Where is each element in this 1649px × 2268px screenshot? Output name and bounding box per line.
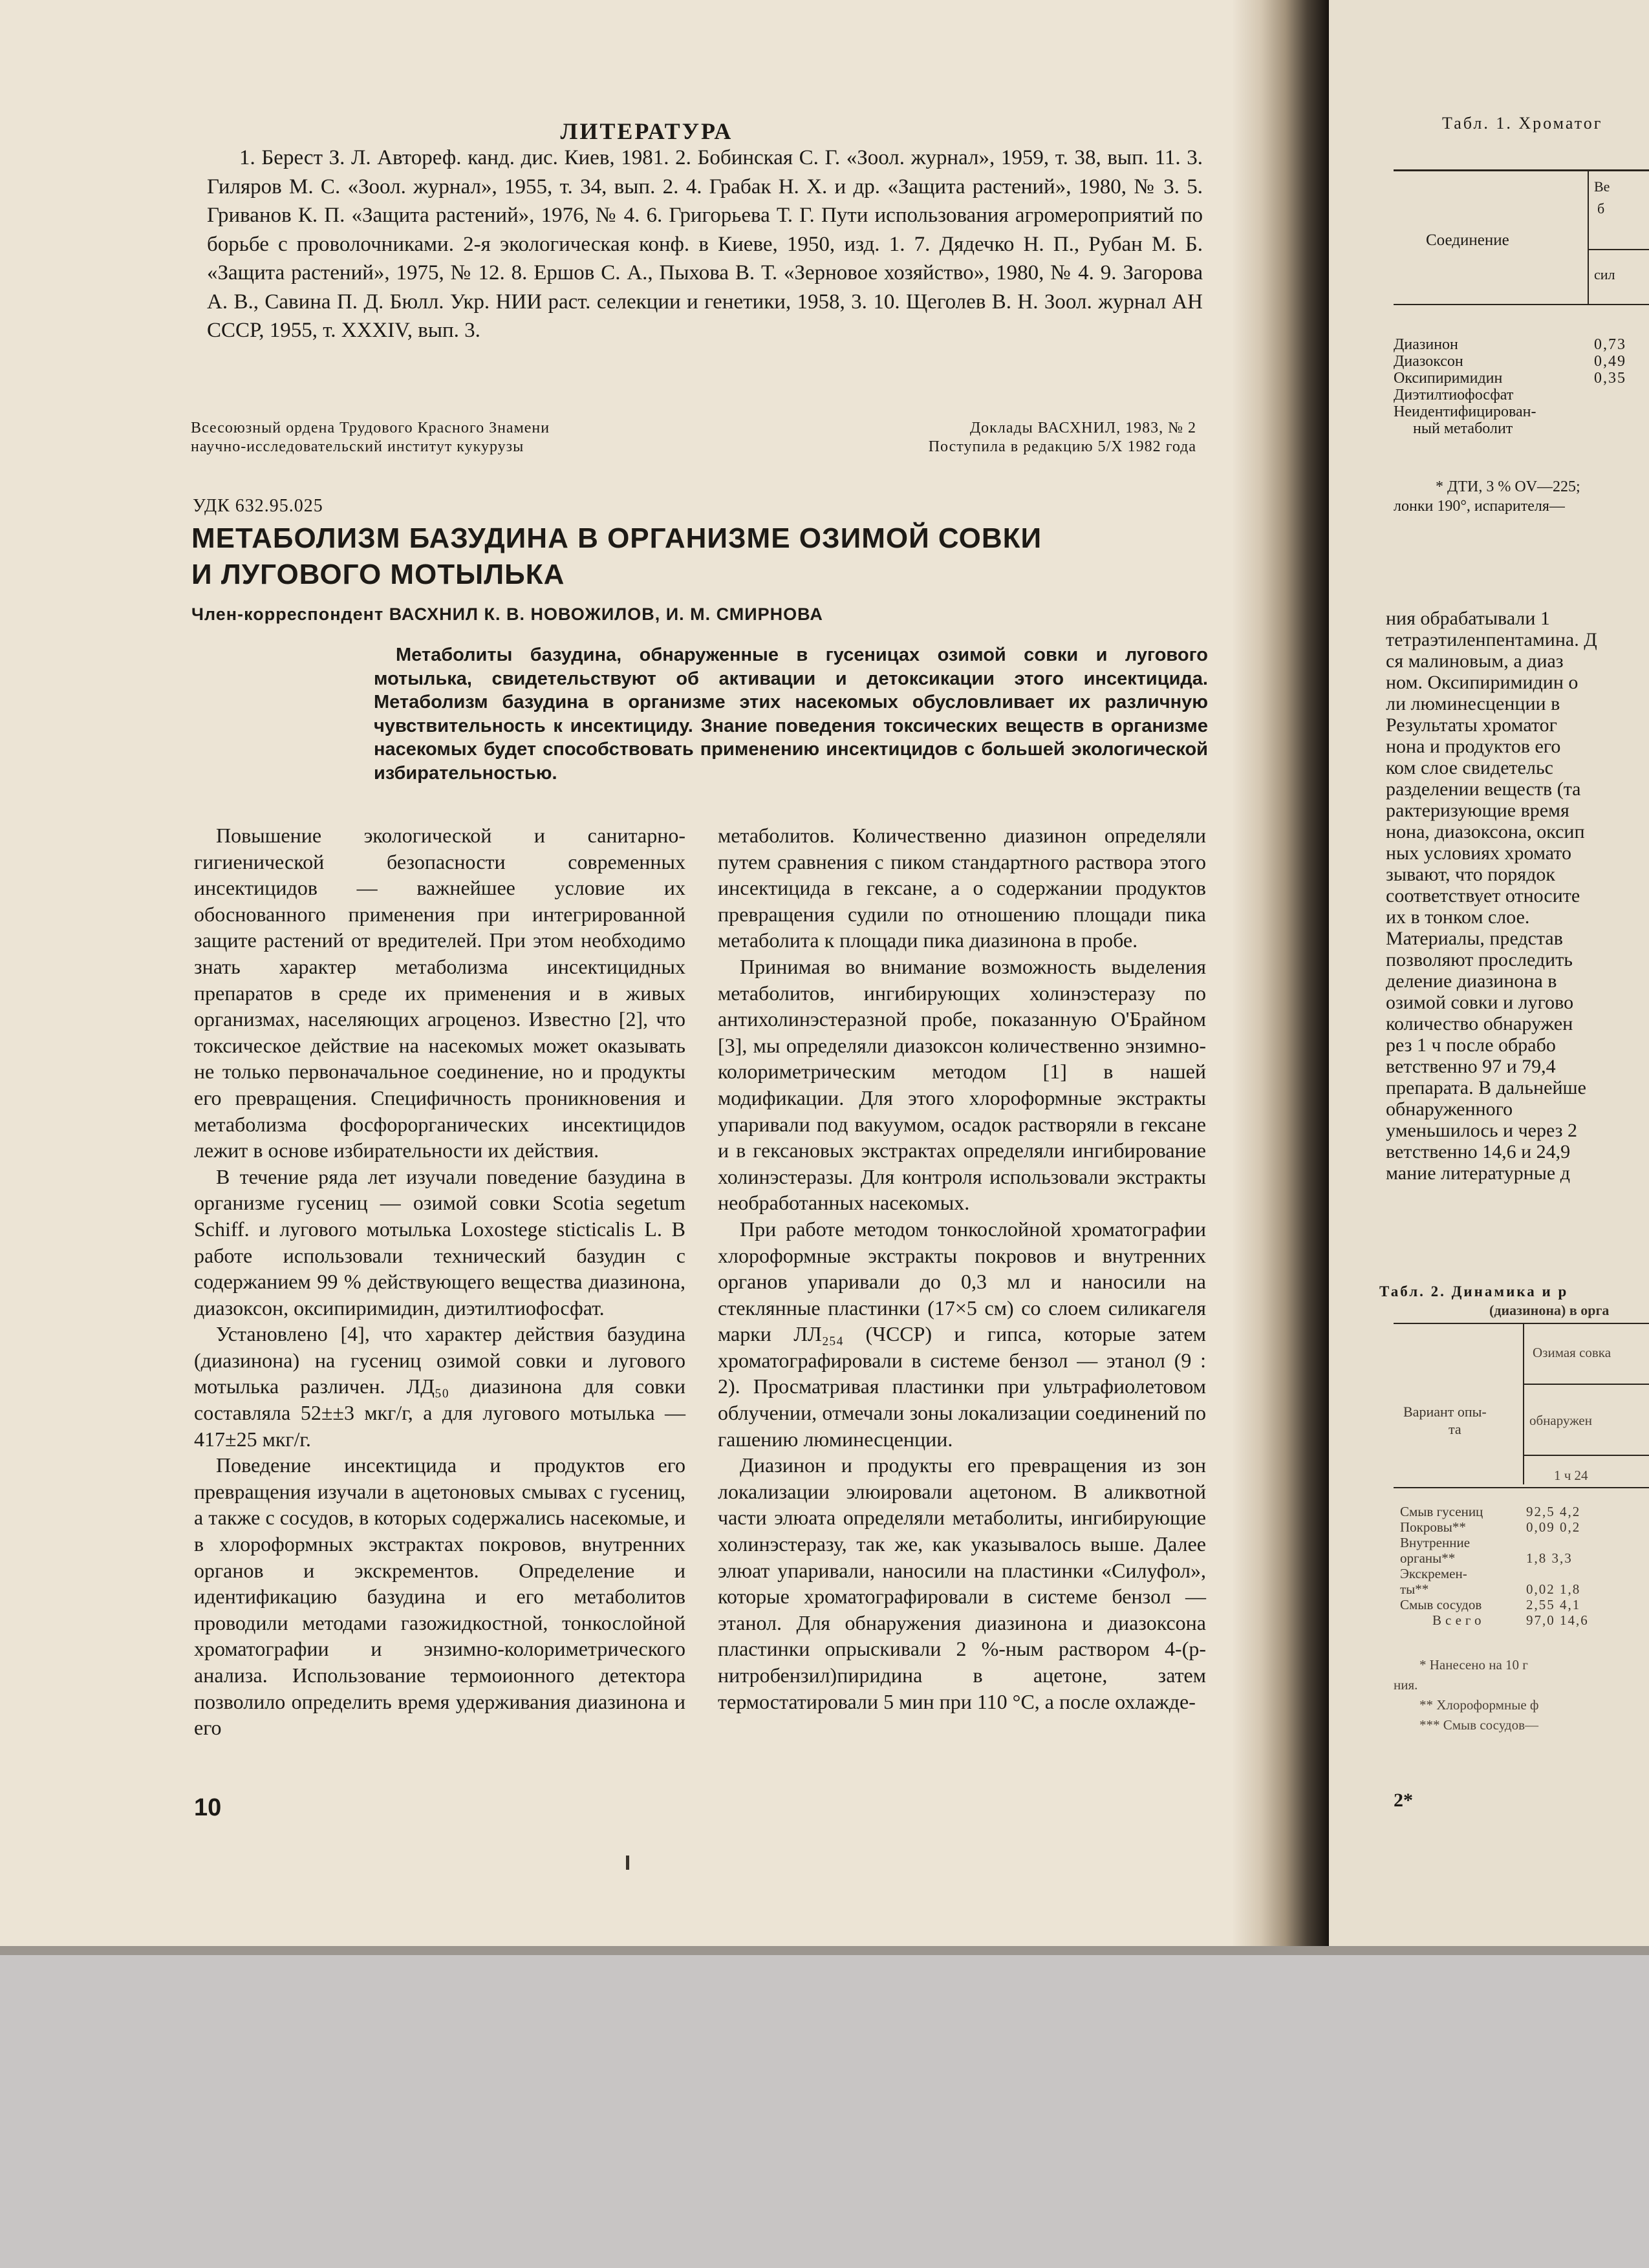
page-bottom-edge — [0, 1946, 1649, 1955]
table1-footnote — [1394, 477, 1580, 516]
table2-header-cell: обнаружен — [1529, 1413, 1592, 1428]
footnote-line: * ДТИ, 3 % OV—225; — [1436, 478, 1580, 495]
table-row-label: органы** — [1400, 1550, 1456, 1566]
table-header-line: та — [1449, 1421, 1461, 1437]
table-cell — [1526, 1566, 1589, 1581]
text-line: рактеризующие время — [1386, 800, 1569, 821]
table-row-label: Покровы** — [1400, 1519, 1466, 1535]
right-page-body — [1386, 608, 1649, 1184]
table2-row-labels — [1400, 1504, 1485, 1628]
table1-caption: Табл. 1. Хроматог — [1442, 114, 1603, 133]
table-divider — [1523, 1323, 1524, 1484]
book-gutter-shadow — [1232, 0, 1329, 1946]
table-row-label: Всего — [1432, 1612, 1485, 1628]
text-line: озимой совки и лугово — [1386, 992, 1574, 1013]
table-cell: 2,55 4,1 — [1526, 1597, 1581, 1612]
table2-header-cell: 1 ч 24 — [1554, 1468, 1588, 1483]
footnote-line: лонки 190°, испарителя— — [1394, 498, 1565, 515]
table-cell: 0,73 — [1594, 336, 1626, 353]
authors-line: Член-корреспондент ВАСХНИЛ К. В. НОВОЖИЛОВ, И. М. СМИРНОВА — [191, 604, 823, 624]
table-cell: 0,09 0,2 — [1526, 1519, 1581, 1535]
scanner-background — [0, 1946, 1649, 2268]
table-cell: 0,35 — [1594, 370, 1626, 387]
table-cell: 92,5 4,2 — [1526, 1504, 1581, 1519]
text-line: Результаты хроматог — [1386, 714, 1557, 736]
text-line: обнаруженного — [1386, 1098, 1513, 1120]
literature-heading: ЛИТЕРАТУРА — [560, 118, 733, 144]
table1-header-cell: сил — [1594, 266, 1615, 283]
table-rule — [1394, 169, 1649, 171]
text-line: ли люминесценции в — [1386, 693, 1560, 714]
article-title — [191, 520, 1161, 593]
title-line: И ЛУГОВОГО МОТЫЛЬКА — [191, 559, 565, 590]
table1-header-cell: Ве — [1594, 178, 1610, 195]
text-line: тетраэтиленпентамина. Д — [1386, 629, 1597, 650]
institute-line: научно-исследовательский институт кукурузы — [191, 438, 524, 455]
print-mark — [626, 1856, 629, 1870]
page-number: 10 — [194, 1794, 222, 1821]
text-line: ветственно 97 и 79,4 — [1386, 1056, 1556, 1077]
right-page — [1310, 0, 1649, 1946]
paragraph: Поведение инсектицида и продуктов его превращения изучали в ацетоновых смывах с гусениц, а также с сосудов, в которых содержались насекомые, и в хлороформных экстрактах покровов, внутренних органов и экскрементов. Определение и идентификацию базудина и его метаболитов проводили методами газожидкостной, тонкослойной хроматографии и энзимно-колориметрического анализа. Использование термоионного детектора позволило определить время удерживания диазинона и его — [194, 1453, 685, 1740]
table-cell — [1526, 1535, 1589, 1550]
text-line: соответствует относите — [1386, 885, 1580, 906]
text-line: их в тонком слое. — [1386, 906, 1530, 928]
table-rule — [1589, 249, 1649, 250]
paragraph: метаболитов. Количественно диазинон определяли путем сравнения с пиком стандартного раствора этого инсектицида в гексане, а о содержании продуктов превращения судили по отношению площади пика метаболита к площади пика диазинона в пробе. — [718, 824, 1206, 952]
text-line: мание литературные д — [1386, 1162, 1571, 1184]
table2-caption-continued: (диазинона) в орга — [1489, 1302, 1610, 1318]
table1-row-labels — [1394, 336, 1536, 437]
table1-header-cell: б — [1597, 200, 1605, 217]
text-line: разделении веществ (та — [1386, 778, 1581, 800]
institute-affiliation — [191, 419, 740, 456]
table2-notes — [1394, 1655, 1539, 1735]
table-divider — [1588, 169, 1589, 305]
footnote-line: ** Хлороформные ф — [1419, 1697, 1539, 1713]
text-line: уменьшилось и через 2 — [1386, 1120, 1578, 1141]
text-line: позволяют проследить — [1386, 949, 1573, 970]
institute-line: Всесоюзный ордена Трудового Красного Знамени — [191, 420, 550, 436]
publication-info — [763, 419, 1196, 456]
paragraph: Повышение экологической и санитарно-гигиенической безопасности современных инсектицидов — важнейшее условие их обоснованного применения при интегрированной защите растений от вредителей. При этом необходимо знать характер метаболизма инсектицидных препаратов в среде их применения и в живых организмах, населяющих агроценоз. Известно [2], что токсическое действие на насекомых может оказывать не только первоначальное соединение, но и продукты его превращения. Специфичность проникновения и метаболизма фосфорорганических инсектицидов лежит в основе избирательности их действия. — [194, 824, 685, 1162]
abstract: Метаболиты базудина, обнаруженные в гусеницах озимой совки и лугового мотылька, свидетельствуют об активации и детоксикации этого инсектицида. Метаболизм базудина в организме этих насекомых обусловливает их различную чувствительность к инсектициду. Знание поведения токсических веществ в организме насекомых будет способствовать применению инсектицидов с большей экологической избирательностью. — [374, 645, 1208, 784]
text-line: ся малиновым, а диаз — [1386, 650, 1564, 672]
table1-column-header: Соединение — [1426, 231, 1509, 249]
received-date: Поступила в редакцию 5/X 1982 года — [928, 438, 1196, 455]
paragraph: Диазинон и продукты его превращения из зон локализации элюировали ацетоном. В аликвотной части элюата определяли метаболиты, ингибирующие холинэстеразу, так же, как указывалось выше. Далее элюат упаривали, наносили на пластинки «Силуфол», которые хроматографировали в системе бензол — этанол. Для обнаружения диазинона и диазоксона пластинки опрыскивали 2 %-ным раствором 4-(р-нитробензил)пиридина в ацетоне, затем термостатировали 5 мин при 110 °С, а после охлажде- — [718, 1453, 1206, 1713]
text-line: препарата. В дальнейше — [1386, 1077, 1586, 1098]
table-rule — [1524, 1384, 1649, 1385]
table2-values — [1526, 1504, 1589, 1628]
table-cell: 97,0 14,6 — [1526, 1612, 1589, 1628]
body-column-left — [194, 822, 685, 1741]
table-row-label: Смыв сосудов — [1400, 1597, 1482, 1612]
footnote-line: ния. — [1394, 1677, 1418, 1693]
text-line: ных условиях хромато — [1386, 842, 1571, 864]
journal-citation: Доклады ВАСХНИЛ, 1983, № 2 — [969, 420, 1196, 436]
table1-values — [1594, 336, 1626, 387]
text-line: зывают, что порядок — [1386, 864, 1555, 885]
footnote-line: * Нанесено на 10 г — [1419, 1657, 1528, 1673]
table-row-label: Диэтилтиофосфат — [1394, 387, 1514, 403]
text-line: ном. Оксипиримидин о — [1386, 672, 1579, 693]
title-line: МЕТАБОЛИЗМ БАЗУДИНА В ОРГАНИЗМЕ ОЗИМОЙ СОВКИ — [191, 522, 1042, 554]
body-column-right — [718, 822, 1206, 1715]
table-rule — [1394, 1487, 1649, 1488]
footnote-line: *** Смыв сосудов— — [1419, 1717, 1538, 1733]
table-cell: 1,8 3,3 — [1526, 1550, 1573, 1566]
text-line: деление диазинона в — [1386, 970, 1557, 992]
table-row-label: ты** — [1400, 1581, 1429, 1597]
table-row-label: Экскремен- — [1400, 1566, 1467, 1581]
text-line: нона и продуктов его — [1386, 736, 1561, 757]
table-row-label: ный метаболит — [1413, 420, 1513, 437]
table-rule — [1394, 304, 1649, 305]
paragraph: Установлено [4], что характер действия базудина (диазинона) на гусениц озимой совки и лугового мотылька различен. ЛД₅₀ диазинона для совки составляла 52±±3 мкг/г, а для лугового мотылька — 417±25 мкг/г. — [194, 1322, 685, 1451]
table-row-label: Смыв гусениц — [1400, 1504, 1483, 1519]
table-header-line: Вариант опы- — [1403, 1404, 1487, 1420]
table2-caption: Табл. 2. Динамика и р — [1379, 1283, 1569, 1300]
text-line: ветственно 14,6 и 24,9 — [1386, 1141, 1571, 1162]
table-row-label: Диазинон — [1394, 336, 1458, 353]
text-line: Материалы, представ — [1386, 928, 1563, 949]
text-line: нона, диазоксона, оксип — [1386, 821, 1585, 842]
paragraph: В течение ряда лет изучали поведение базудина в организме гусениц — озимой совки Scotia segetum Schiff. и лугового мотылька Loxostege sticticalis L. В работе использовали технический базудин с содержанием 99 % действующего вещества диазинона, диазоксон, оксипиримидин, диэтилтиофосфат. — [194, 1164, 685, 1320]
table-rule — [1524, 1455, 1649, 1456]
table-rule — [1394, 1323, 1649, 1324]
table-row-label: Диазоксон — [1394, 353, 1463, 370]
table-cell: 0,02 1,8 — [1526, 1581, 1581, 1597]
reference-list: 1. Берест З. Л. Автореф. канд. дис. Киев, 1981. 2. Бобинская С. Г. «Зоол. журнал», 1959, т. 38, вып. 11. 3. Гиляров М. С. «Зоол. журнал», 1955, т. 34, вып. 2. 4. Грабак Н. Х. и др. «Защита растений», 1980, № 3. 5. Гриванов К. П. «Защита растений», 1976, № 4. 6. Григорьева Т. Г. Пути использования агромероприятий по борьбе с проволочниками. 2-я экологическая конф. в Киеве, 1950, изд. 1. 7. Дядечко Н. П., Рубан М. Б. «Защита растений», 1975, № 12. 8. Ершов С. А., Пыхова В. Т. «Зерновое хозяйство», 1980, № 4. 9. Загоровa А. В., Савина П. Д. Бюлл. Укр. НИИ раст. селекции и генетики, 1958, 3. 10. Щеголев В. Н. Зоол. журнал АН СССР, 1955, т. XXXIV, вып. 3. — [207, 146, 1203, 342]
table-cell: 0,49 — [1594, 353, 1626, 370]
table-row-label: Оксипиримидин — [1394, 370, 1503, 387]
udk-code: УДК 632.95.025 — [193, 496, 323, 516]
page-number: 2* — [1394, 1790, 1413, 1811]
paragraph: При работе методом тонкослойной хроматографии хлороформные экстракты покровов и внутренних органов упаривали до 0,3 мл и наносили на стеклянные пластинки (17×5 см) со слоем силикагеля марки ЛЛ₂₅₄ (ЧССР) и гипса, которые затем хроматографировали в системе бензол — этанол (9 : 2). Просматривая пластинки при ультрафиолетовом облучении, отмечали зоны локализации соединений по гашению люминесценции. — [718, 1217, 1206, 1451]
table-row-label: Неидентифицирован- — [1394, 403, 1536, 420]
text-line: ния обрабатывали 1 — [1386, 608, 1550, 629]
text-line: количество обнаружен — [1386, 1013, 1573, 1034]
table2-header-cell: Озимая совка — [1533, 1345, 1611, 1360]
text-line: ком слое свидетельс — [1386, 757, 1553, 778]
paragraph: Принимая во внимание возможность выделения метаболитов, ингибирующих холинэстеразу по антихолинэстеразной пробе, показанную О'Брайном [3], мы определяли диазоксон количественно энзимно-колориметрическим методом [1] в нашей модификации. Для этого хлороформные экстракты упаривали под вакуумом, осадок растворяли в гексане и в гексановых экстрактах определяли ингибирование холинэстеразы. Для контроля использовали экстракты необработанных насекомых. — [718, 954, 1206, 1215]
text-line: рез 1 ч после обрабо — [1386, 1034, 1556, 1056]
table2-variant-header — [1403, 1403, 1487, 1438]
table-row-label: Внутренние — [1400, 1535, 1471, 1550]
